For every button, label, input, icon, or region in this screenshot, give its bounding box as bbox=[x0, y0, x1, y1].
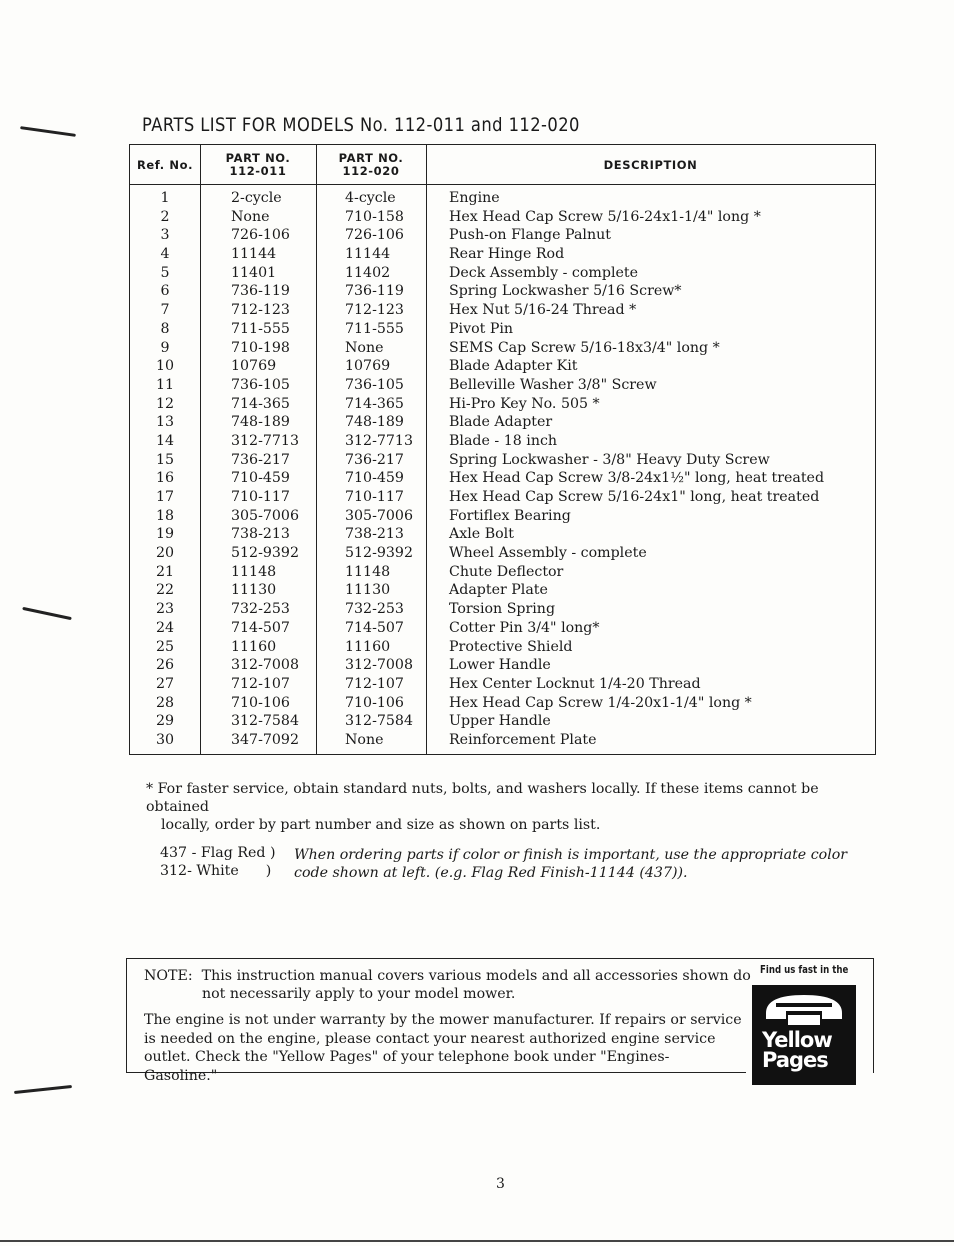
part-no-112-011-cell: 738-213 bbox=[231, 526, 290, 543]
part-no-112-020-cell: 714-365 bbox=[345, 395, 404, 412]
table-row bbox=[130, 619, 875, 638]
page-number: 3 bbox=[496, 1176, 505, 1192]
ref-no-cell: 21 bbox=[155, 563, 175, 580]
description-cell: Blade - 18 inch bbox=[449, 432, 558, 449]
ref-no-cell: 22 bbox=[155, 582, 175, 599]
description-cell: Axle Bolt bbox=[449, 526, 514, 543]
table-row bbox=[130, 339, 875, 358]
color-code-instruction: When ordering parts if color or finish is important, use the appropriate color code shown at left. (e.g. Flag Red Finish-11144 (437)). bbox=[294, 847, 848, 881]
description-cell: Upper Handle bbox=[449, 713, 551, 730]
footnote-line: locally, order by part number and size as shown on parts list. bbox=[161, 817, 601, 833]
part-no-112-020-cell: 711-555 bbox=[345, 320, 404, 337]
part-no-112-011-cell: 312-7713 bbox=[231, 432, 299, 449]
part-no-112-011-cell: 512-9392 bbox=[231, 545, 299, 562]
table-row bbox=[130, 395, 875, 414]
part-no-112-011-cell: 10769 bbox=[231, 358, 277, 375]
part-no-112-011-cell: 714-507 bbox=[231, 619, 290, 636]
ref-no-cell: 29 bbox=[155, 713, 175, 730]
part-no-112-011-cell: 312-7584 bbox=[231, 713, 299, 730]
table-row bbox=[130, 208, 875, 227]
ref-no-cell: 8 bbox=[160, 320, 170, 337]
yellow-pages-word-yellow: Yellow bbox=[762, 1028, 832, 1052]
table-row bbox=[130, 507, 875, 526]
part-no-112-020-cell: 710-459 bbox=[345, 470, 404, 487]
fastener-footnote bbox=[146, 780, 881, 834]
part-no-112-020-cell: 736-105 bbox=[345, 376, 404, 393]
table-row bbox=[130, 189, 875, 208]
description-cell: Hex Center Locknut 1/4-20 Thread bbox=[449, 675, 701, 692]
ref-no-cell: 5 bbox=[160, 264, 170, 281]
binder-mark-bottom bbox=[14, 1085, 72, 1094]
yellow-pages-logo bbox=[752, 985, 856, 1085]
page-title: PARTS LIST FOR MODELS No. 112-011 and 112-020 bbox=[142, 114, 580, 136]
header-part-112-011: PART NO. 112-011 bbox=[225, 151, 291, 178]
ref-no-cell: 18 bbox=[155, 507, 175, 524]
ref-no-cell: 2 bbox=[160, 208, 170, 225]
ref-no-cell: 14 bbox=[155, 432, 175, 449]
table-row bbox=[130, 320, 875, 339]
table-row bbox=[130, 226, 875, 245]
ref-no-cell: 1 bbox=[160, 190, 170, 206]
note-line: not necessarily apply to your model mower. bbox=[202, 986, 516, 1002]
description-cell: Hex Nut 5/16-24 Thread * bbox=[449, 302, 637, 319]
description-cell: Chute Deflector bbox=[449, 563, 564, 580]
part-no-112-020-cell: None bbox=[345, 731, 384, 748]
description-cell: Hex Head Cap Screw 5/16-24x1-1/4" long * bbox=[449, 208, 761, 225]
part-no-112-020-cell: 305-7006 bbox=[345, 507, 413, 524]
table-row bbox=[130, 282, 875, 301]
description-cell: Hex Head Cap Screw 5/16-24x1" long, heat treated bbox=[449, 489, 820, 505]
part-no-112-011-cell: 710-106 bbox=[231, 694, 290, 711]
description-cell: Hex Head Cap Screw 1/4-20x1-1/4" long * bbox=[449, 694, 752, 711]
part-no-112-020-cell: 11402 bbox=[345, 264, 391, 281]
ref-no-cell: 12 bbox=[155, 395, 175, 412]
color-code-list bbox=[160, 844, 276, 880]
binder-mark-middle bbox=[22, 607, 72, 620]
part-no-112-020-cell: 732-253 bbox=[345, 601, 404, 618]
description-cell: Pivot Pin bbox=[449, 320, 514, 337]
table-row bbox=[130, 563, 875, 582]
table-header bbox=[130, 145, 875, 185]
description-cell: Deck Assembly - complete bbox=[449, 264, 638, 281]
description-cell: Wheel Assembly - complete bbox=[449, 545, 647, 562]
description-cell: Cotter Pin 3/4" long* bbox=[449, 619, 600, 636]
description-cell: Reinforcement Plate bbox=[449, 731, 597, 748]
part-no-112-020-cell: 512-9392 bbox=[345, 545, 413, 562]
description-cell: Lower Handle bbox=[449, 657, 551, 674]
table-row bbox=[130, 544, 875, 563]
part-no-112-020-cell: 738-213 bbox=[345, 526, 404, 543]
ref-no-cell: 19 bbox=[155, 526, 175, 543]
part-no-112-011-cell: 726-106 bbox=[231, 227, 290, 244]
ref-no-cell: 7 bbox=[160, 302, 170, 319]
part-no-112-020-cell: 10769 bbox=[345, 358, 391, 375]
ref-no-cell: 25 bbox=[155, 638, 175, 655]
description-cell: Adapter Plate bbox=[449, 582, 548, 599]
ref-no-cell: 4 bbox=[160, 246, 170, 263]
telephone-icon bbox=[762, 991, 846, 1027]
part-no-112-020-cell: 714-507 bbox=[345, 619, 404, 636]
part-no-112-011-cell: 736-105 bbox=[231, 376, 290, 393]
part-no-112-011-cell: 11144 bbox=[231, 246, 277, 263]
description-cell: SEMS Cap Screw 5/16-18x3/4" long * bbox=[449, 339, 720, 356]
ref-no-cell: 20 bbox=[155, 545, 175, 562]
part-no-112-011-cell: 11130 bbox=[231, 582, 277, 599]
part-no-112-020-cell: 712-123 bbox=[345, 302, 404, 319]
part-no-112-020-cell: 712-107 bbox=[345, 675, 404, 692]
part-no-112-011-cell: 11401 bbox=[231, 264, 277, 281]
part-no-112-011-cell: 710-117 bbox=[231, 489, 290, 505]
part-no-112-011-cell: 710-198 bbox=[231, 339, 290, 356]
description-cell: Hi-Pro Key No. 505 * bbox=[449, 395, 600, 412]
table-row bbox=[130, 581, 875, 600]
table-row bbox=[130, 638, 875, 657]
ref-no-cell: 9 bbox=[160, 339, 170, 356]
ref-no-cell: 11 bbox=[155, 376, 175, 393]
part-no-112-020-cell: 312-7584 bbox=[345, 713, 413, 730]
part-no-112-011-cell: 711-555 bbox=[231, 320, 290, 337]
table-row bbox=[130, 656, 875, 675]
description-cell: Belleville Washer 3/8" Screw bbox=[449, 376, 657, 393]
table-row bbox=[130, 675, 875, 694]
ref-no-cell: 15 bbox=[155, 451, 175, 468]
header-ref-no: Ref. No. bbox=[136, 157, 194, 172]
table-row bbox=[130, 245, 875, 264]
table-row bbox=[130, 451, 875, 470]
part-no-112-020-cell: 11160 bbox=[345, 638, 391, 655]
description-cell: Blade Adapter bbox=[449, 414, 553, 431]
part-no-112-011-cell: 347-7092 bbox=[231, 731, 299, 748]
description-cell: Protective Shield bbox=[449, 638, 573, 655]
yellow-pages-ad bbox=[746, 958, 874, 1073]
description-cell: Torsion Spring bbox=[449, 601, 556, 618]
part-no-112-011-cell: None bbox=[231, 208, 270, 225]
header-part-112-020: PART NO. 112-020 bbox=[338, 151, 404, 178]
binder-mark-top bbox=[20, 126, 76, 137]
engine-warranty-paragraph: The engine is not under warranty by the mower manufacturer. If repairs or service is needed on the engine, please contact your nearest authorized engine service outlet. Check the "Yellow Pages" of your telephone book under "Engines-Gasoline." bbox=[144, 1012, 742, 1084]
part-no-112-020-cell: 710-117 bbox=[345, 489, 404, 505]
table-row bbox=[130, 413, 875, 432]
note-paragraph bbox=[144, 967, 751, 1003]
table-row bbox=[130, 301, 875, 320]
color-code-white: 312- White ) bbox=[160, 863, 272, 879]
ref-no-cell: 13 bbox=[155, 414, 175, 431]
part-no-112-020-cell: 710-158 bbox=[345, 208, 404, 225]
ref-no-cell: 30 bbox=[155, 731, 175, 748]
part-no-112-011-cell: 11160 bbox=[231, 638, 277, 655]
part-no-112-011-cell: 11148 bbox=[231, 563, 277, 580]
color-code-flag-red: 437 - Flag Red ) bbox=[160, 845, 276, 861]
description-cell: Engine bbox=[449, 190, 500, 206]
table-row bbox=[130, 376, 875, 395]
table-row bbox=[130, 264, 875, 283]
part-no-112-011-cell: 2-cycle bbox=[231, 190, 282, 206]
note-box bbox=[126, 958, 751, 1084]
ref-no-cell: 16 bbox=[155, 470, 175, 487]
ref-no-cell: 10 bbox=[155, 358, 175, 375]
description-cell: Fortiflex Bearing bbox=[449, 507, 571, 524]
part-no-112-020-cell: 11144 bbox=[345, 246, 391, 263]
part-no-112-020-cell: 4-cycle bbox=[345, 190, 396, 206]
table-row bbox=[130, 432, 875, 451]
table-row bbox=[130, 469, 875, 488]
part-no-112-011-cell: 748-189 bbox=[231, 414, 290, 431]
ref-no-cell: 3 bbox=[160, 227, 170, 244]
table-row bbox=[130, 357, 875, 376]
table-row bbox=[130, 694, 875, 713]
header-description: DESCRIPTION bbox=[603, 157, 698, 172]
description-cell: Blade Adapter Kit bbox=[449, 358, 578, 375]
part-no-112-011-cell: 710-459 bbox=[231, 470, 290, 487]
part-no-112-011-cell: 312-7008 bbox=[231, 657, 299, 674]
part-no-112-020-cell: 11148 bbox=[345, 563, 391, 580]
part-no-112-020-cell: 312-7008 bbox=[345, 657, 413, 674]
part-no-112-020-cell: 11130 bbox=[345, 582, 391, 599]
ref-no-cell: 6 bbox=[160, 283, 170, 300]
note-line: NOTE: This instruction manual covers various models and all accessories shown do bbox=[144, 968, 751, 984]
description-cell: Hex Head Cap Screw 3/8-24x1½" long, heat treated bbox=[449, 470, 825, 487]
description-cell: Spring Lockwasher - 3/8" Heavy Duty Screw bbox=[449, 451, 770, 468]
description-cell: Rear Hinge Rod bbox=[449, 246, 565, 263]
description-cell: Push-on Flange Palnut bbox=[449, 227, 611, 244]
ref-no-cell: 17 bbox=[155, 489, 175, 505]
part-no-112-020-cell: 736-119 bbox=[345, 283, 404, 300]
description-cell: Spring Lockwasher 5/16 Screw* bbox=[449, 283, 682, 300]
ref-no-cell: 27 bbox=[155, 675, 175, 692]
part-no-112-011-cell: 712-123 bbox=[231, 302, 290, 319]
parts-table bbox=[129, 144, 876, 755]
yellow-pages-caption: Find us fast in the bbox=[760, 964, 849, 976]
table-row bbox=[130, 712, 875, 731]
part-no-112-020-cell: 710-106 bbox=[345, 694, 404, 711]
bottom-rule bbox=[0, 1240, 954, 1242]
part-no-112-020-cell: 726-106 bbox=[345, 227, 404, 244]
ref-no-cell: 26 bbox=[155, 657, 175, 674]
part-no-112-011-cell: 736-217 bbox=[231, 451, 290, 468]
table-row bbox=[130, 731, 875, 750]
part-no-112-020-cell: 748-189 bbox=[345, 414, 404, 431]
part-no-112-011-cell: 736-119 bbox=[231, 283, 290, 300]
table-row bbox=[130, 525, 875, 544]
part-no-112-011-cell: 732-253 bbox=[231, 601, 290, 618]
part-no-112-020-cell: 736-217 bbox=[345, 451, 404, 468]
yellow-pages-word-pages: Pages bbox=[762, 1048, 828, 1072]
table-row bbox=[130, 600, 875, 619]
part-no-112-011-cell: 712-107 bbox=[231, 675, 290, 692]
footnote-line: * For faster service, obtain standard nuts, bolts, and washers locally. If these items cannot be obtained bbox=[146, 781, 819, 815]
part-no-112-011-cell: 714-365 bbox=[231, 395, 290, 412]
part-no-112-011-cell: 305-7006 bbox=[231, 507, 299, 524]
table-row bbox=[130, 488, 875, 507]
table-body bbox=[130, 189, 875, 750]
part-no-112-020-cell: 312-7713 bbox=[345, 432, 413, 449]
part-no-112-020-cell: None bbox=[345, 339, 384, 356]
ref-no-cell: 24 bbox=[155, 619, 175, 636]
ref-no-cell: 23 bbox=[155, 601, 175, 618]
ref-no-cell: 28 bbox=[155, 694, 175, 711]
